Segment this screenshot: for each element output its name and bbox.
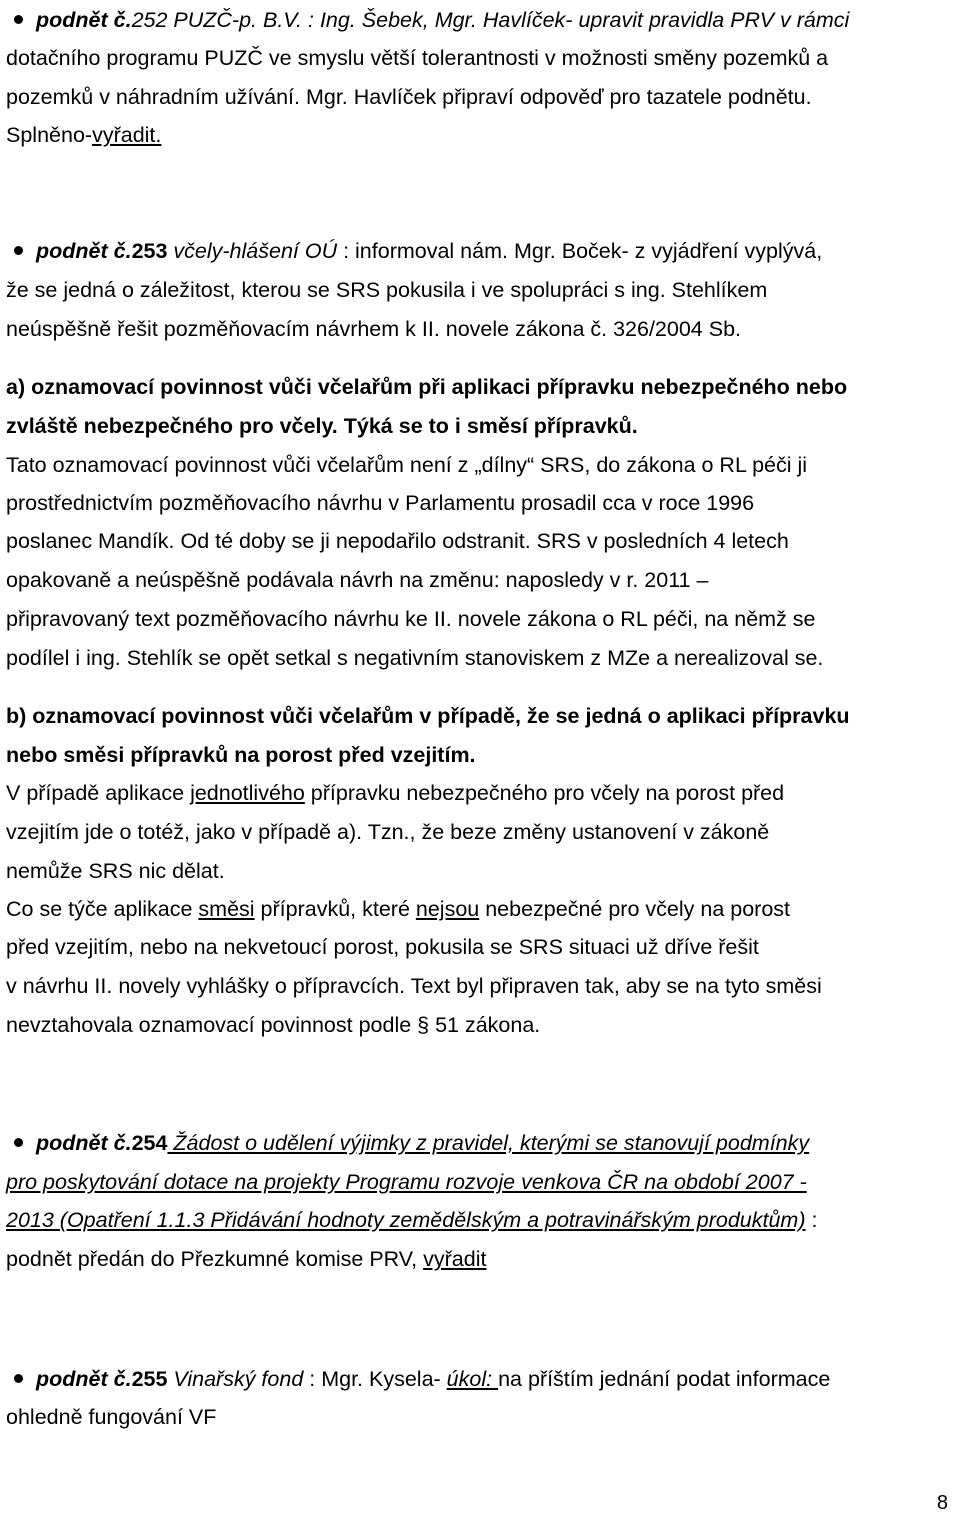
section-a-heading-2: zvláště nebezpečného pro včely. Týká se to i směsí přípravků. xyxy=(6,414,638,438)
section-b-line4 xyxy=(6,890,954,929)
page-number: 8 xyxy=(936,1492,948,1514)
item-252-head: podnět č. xyxy=(36,8,132,32)
text: přípravků, které xyxy=(254,897,416,921)
item-253-line2: že se jedná o záležitost, kterou se SRS pokusila i ve spolupráci s ing. Stehlíkem xyxy=(6,278,768,302)
item-254-line3 xyxy=(6,1201,954,1240)
text: : xyxy=(805,1208,818,1232)
item-253-rest: : informoval nám. Mgr. Boček- z vyjádření vyplývá, xyxy=(337,239,823,263)
section-b-line7: nevztahovala oznamovací povinnost podle § 51 zákona. xyxy=(6,1013,541,1037)
item-255-rest2: na příštím jednání podat informace xyxy=(498,1367,831,1391)
item-252-done: Splněno- xyxy=(6,123,93,147)
item-255-rest: : Mgr. Kysela- xyxy=(303,1367,447,1391)
section-b-heading-2: nebo směsi přípravků na porost před vzejitím. xyxy=(6,743,476,767)
section-a-line6: podílel i ing. Stehlík se opět setkal s negativním stanoviskem z MZe a nerealizoval se. xyxy=(6,646,824,670)
section-b-line6: v návrhu II. novely vyhlášky o přípravcích. Text byl připraven tak, aby se na tyto směsi xyxy=(6,974,822,998)
section-b-line2: vzejitím jde o totéž, jako v případě a). Tzn., že beze změny ustanovení v zákoně xyxy=(6,820,770,844)
item-255-topic: Vinařský fond xyxy=(167,1367,304,1391)
item-255-head: podnět č. xyxy=(36,1367,132,1391)
text: V případě aplikace xyxy=(6,781,191,805)
underlined-word: jednotlivého xyxy=(190,781,305,805)
item-254-num: 254 xyxy=(131,1131,168,1155)
item-254-line2: pro poskytování dotace na projekty Programu rozvoje venkova ČR na období 2007 - xyxy=(6,1170,807,1194)
text: přípravku nebezpečného pro včely na porost před xyxy=(304,781,785,805)
section-b-heading-1: b) oznamovací povinnost vůči včelařům v případě, že se jedná o aplikaci přípravku xyxy=(6,704,850,728)
underlined-word: směsi xyxy=(198,897,255,921)
section-a-line1: Tato oznamovací povinnost vůči včelařům není z „dílny“ SRS, do zákona o RL péči ji xyxy=(6,453,808,477)
item-253 xyxy=(6,232,954,271)
text: podnět předán do Přezkumné komise PRV, xyxy=(6,1247,424,1271)
item-252-text: 252 PUZČ-p. B.V. : Ing. Šebek, Mgr. Havlíček- upravit pravidla PRV v rámci xyxy=(131,8,850,32)
section-b-line3: nemůže SRS nic dělat. xyxy=(6,859,225,883)
item-252 xyxy=(6,1,954,40)
item-253-topic: včely-hlášení OÚ xyxy=(167,239,338,263)
item-254-title-end: 2013 (Opatření 1.1.3 Přidávání hodnoty zemědělským a potravinářským produktům) xyxy=(6,1208,806,1232)
item-255-num: 255 xyxy=(131,1367,168,1391)
item-252-line4 xyxy=(6,116,954,155)
text: Co se týče aplikace xyxy=(6,897,199,921)
section-a-heading-1: a) oznamovací povinnost vůči včelařům při aplikaci přípravku nebezpečného nebo xyxy=(6,375,848,399)
item-254-title: Žádost o udělení výjimky z pravidel, kterými se stanovují podmínky xyxy=(167,1131,810,1155)
item-255 xyxy=(6,1360,954,1399)
section-a-line4: opakovaně a neúspěšně podávala návrh na změnu: naposledy v r. 2011 – xyxy=(6,568,709,592)
text: nebezpečné pro včely na porost xyxy=(479,897,791,921)
section-b-line5: před vzejitím, nebo na nekvetoucí porost, pokusila se SRS situaci už dříve řešit xyxy=(6,935,759,959)
item-253-line3: neúspěšně řešit pozměňovacím návrhem k II. novele zákona č. 326/2004 Sb. xyxy=(6,317,742,341)
item-253-num: 253 xyxy=(131,239,168,263)
item-252-remove-link[interactable]: vyřadit. xyxy=(92,123,162,147)
item-254 xyxy=(6,1124,954,1163)
item-252-line2: dotačního programu PUZČ ve smyslu větší tolerantnosti v možnosti směny pozemků a xyxy=(6,46,829,70)
section-b-line1 xyxy=(6,774,954,813)
item-255-task: úkol: xyxy=(446,1367,499,1391)
item-254-remove-link[interactable]: vyřadit xyxy=(423,1247,487,1271)
section-a-line3: poslanec Mandík. Od té doby se ji nepodařilo odstranit. SRS v posledních 4 letech xyxy=(6,529,789,553)
section-a-line2: prostřednictvím pozměňovacího návrhu v Parlamentu prosadil cca v roce 1996 xyxy=(6,491,755,515)
underlined-word: nejsou xyxy=(415,897,480,921)
item-254-head: podnět č. xyxy=(36,1131,132,1155)
item-255-line2: ohledně fungování VF xyxy=(6,1405,217,1429)
section-a-line5: připravovaný text pozměňovacího návrhu ke II. novele zákona o RL péči, na němž se xyxy=(6,607,816,631)
item-253-head: podnět č. xyxy=(36,239,132,263)
item-252-line3: pozemků v náhradním užívání. Mgr. Havlíček připraví odpověď pro tazatele podnětu. xyxy=(6,85,812,109)
item-254-line4 xyxy=(6,1240,954,1279)
